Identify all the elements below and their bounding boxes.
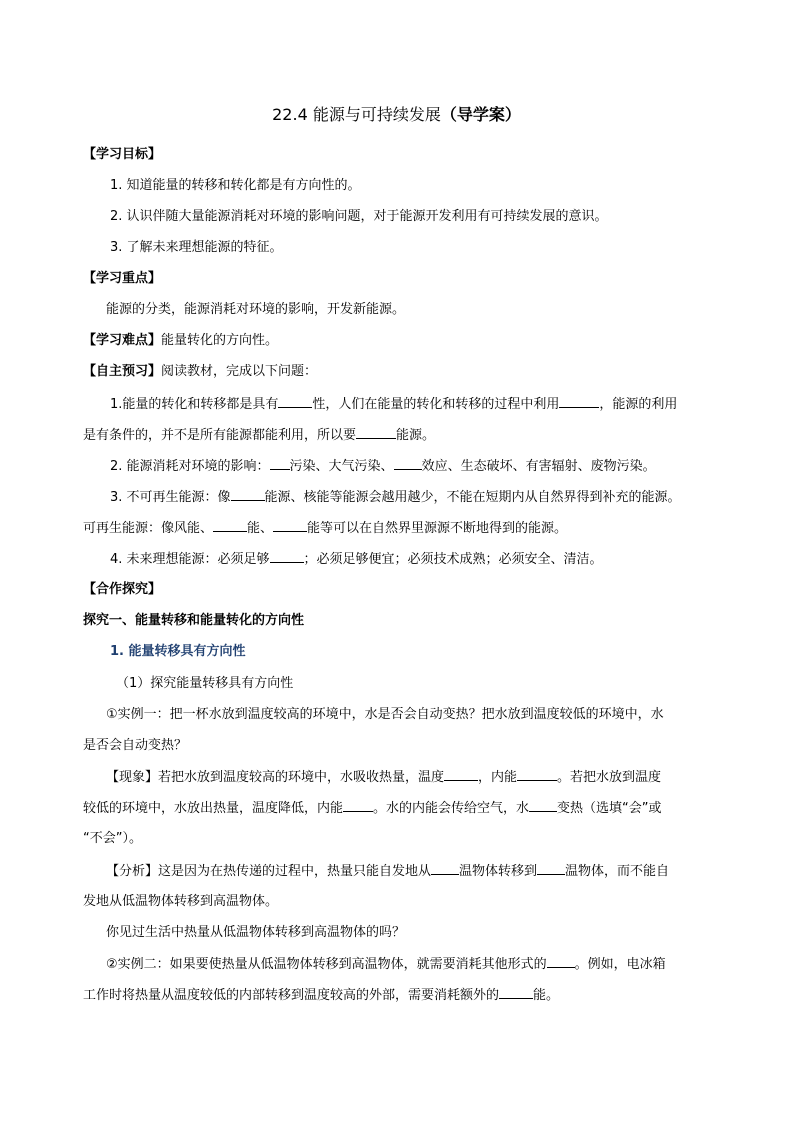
preview-intro: 阅读教材，完成以下问题： (161, 364, 318, 379)
key-text: 能源的分类，能源消耗对环境的影响，开发新能源。 (106, 302, 406, 317)
answer-blank (213, 519, 247, 532)
example2-line2: 工作时将热量从温度较低的内部转移到温度较高的外部，需要消耗额外的 能。 (83, 988, 560, 1003)
preview-q3-line1: 3. 不可再生能源：像 能源、核能等能源会越用越少，不能在短期内从自然界得到补充的能源。 (110, 490, 681, 505)
difficulty-line (83, 332, 713, 350)
preview-q4: 4. 未来理想能源：必须足够 ；必须足够便宜；必须技术成熟；必须安全、清洁。 (110, 552, 603, 567)
preview-q1-line2: 是有条件的，并不是所有能源都能利用，所以要 能源。 (83, 428, 436, 443)
question-text: 你见过生活中热量从低温物体转移到高温物体的吗？ (106, 925, 406, 940)
goals-heading: 【学习目标】 (83, 147, 162, 162)
answer-blank (278, 395, 312, 408)
answer-blank (356, 426, 396, 439)
answer-blank (231, 488, 265, 501)
preview-heading: 【自主预习】 (83, 364, 162, 379)
example2-line1: ②实例二：如果要使热量从低温物体转移到高温物体，就需要消耗其他形式的 。例如，电冰箱 (106, 957, 666, 972)
answer-blank (343, 799, 373, 812)
title-number: 22.4 (272, 105, 308, 124)
example1-line1: ①实例一：把一杯水放到温度较高的环境中，水是否会自动变热？把水放到温度较低的环境中，水 (106, 707, 664, 722)
preview-line (83, 363, 713, 381)
answer-blank (517, 768, 557, 781)
phenomenon-line2: 较低的环境中，水放出热量，温度降低，内能 。水的内能会传给空气，水 变热（选填“会”或 (83, 801, 662, 816)
analysis-line1: 【分析】这是因为在热传递的过程中，热量只能自发地从 温物体转移到 温物体，而不能自 (106, 864, 670, 879)
subsection-heading: 1. 能量转移具有方向性 (110, 644, 246, 659)
answer-blank (270, 550, 304, 563)
title-tag: （导学案） (440, 105, 521, 124)
answer-blank (444, 768, 478, 781)
explore-heading: 探究一、能量转移和能量转化的方向性 (83, 613, 305, 628)
answer-blank (529, 799, 557, 812)
answer-blank (499, 986, 533, 999)
phenomenon-line1: 【现象】若把水放到温度较高的环境中，水吸收热量，温度 ，内能 。若把水放到温度 (106, 770, 662, 785)
preview-q2: 2. 能源消耗对环境的影响： 污染、大气污染、 效应、生态破坏、有害辐射、废物污染。 (110, 459, 656, 474)
preview-q1-line1: 1.能量的转化和转移都是具有 性，人们在能量的转化和转移的过程中利用 ，能源的利用 (110, 397, 678, 412)
key-heading: 【学习重点】 (83, 271, 162, 286)
goal-item: 3. 了解未来理想能源的特征。 (110, 240, 283, 255)
title-main: 能源与可持续发展 (312, 105, 441, 124)
example1-line2: 是否会自动变热？ (83, 738, 188, 753)
answer-blank (431, 862, 459, 875)
goal-item: 1. 知道能量的转移和转化都是有方向性的。 (110, 178, 361, 193)
answer-blank (559, 395, 599, 408)
answer-blank (547, 955, 575, 968)
analysis-line2: 发地从低温物体转移到高温物体。 (83, 894, 279, 909)
answer-blank (537, 862, 565, 875)
page-title (0, 106, 793, 124)
coop-heading: 【合作探究】 (83, 582, 162, 597)
answer-blank (273, 519, 307, 532)
goal-item: 2. 认识伴随大量能源消耗对环境的影响问题，对于能源开发利用有可持续发展的意识。 (110, 209, 608, 224)
preview-q3-line2: 可再生能源：像风能、 能、 能等可以在自然界里源源不断地得到的能源。 (83, 521, 568, 536)
answer-blank (394, 457, 422, 470)
difficulty-heading: 【学习难点】 (83, 333, 162, 348)
phenomenon-line3: “不会”）。 (83, 831, 142, 846)
subsection-item: （1）探究能量转移具有方向性 (116, 676, 294, 691)
difficulty-text: 能量转化的方向性。 (161, 333, 279, 348)
answer-blank (270, 457, 290, 470)
